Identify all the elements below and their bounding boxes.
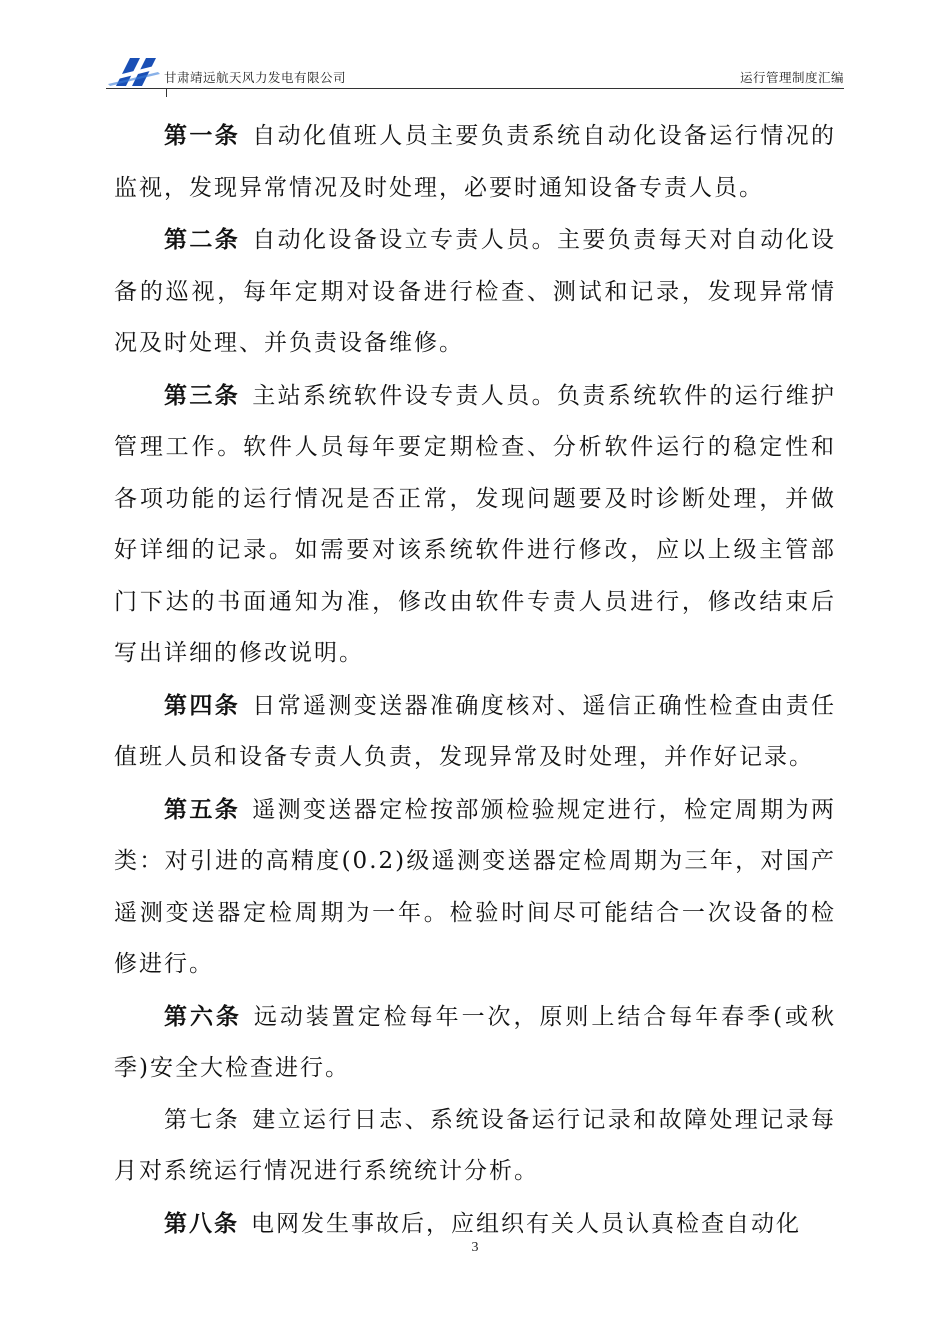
article-paragraph [114,784,836,991]
article-text: 电网发生事故后，应组织有关人员认真检查自动化 [251,1210,801,1237]
article-label: 第七条 [164,1106,241,1133]
header-rule [106,88,844,89]
document-title: 运行管理制度汇编 [739,70,844,85]
article-label: 第二条 [164,226,241,253]
article-label: 第六条 [164,1002,242,1030]
article-paragraph [114,1095,836,1198]
article-text: 自动化值班人员主要负责系统自动化设备运行情况的监视，发现异常情况及时处理，必要时通知设备专责人员。 [114,123,837,201]
article-paragraph [114,680,836,784]
document-body [114,110,836,1250]
article-text: 主站系统软件设专责人员。负责系统软件的运行维护管理工作。软件人员每年要定期检查、分析软件运行的稳定性和各项功能的运行情况是否正常，发现问题要及时诊断处理，并做好详细的记录。如需要对该系统软件进行修改，应以上级主管部门下达的书面通知为准，修改由软件专责人员进行，修改结束后写出详细的修改说明。 [114,382,837,666]
header-tick-mark [166,89,167,97]
article-label: 第一条 [164,122,241,149]
article-label: 第五条 [164,795,241,823]
page-number: 3 [471,1240,479,1255]
article-paragraph [114,214,836,370]
article-text: 建立运行日志、系统设备运行记录和故障处理记录每月对系统运行情况进行系统统计分析。 [114,1106,837,1184]
article-label: 第四条 [164,691,241,719]
article-paragraph [114,110,836,214]
article-text: 日常遥测变送器准确度核对、遥信正确性检查由责任值班人员和设备专责人负责，发现异常及时处理，并作好记录。 [114,692,837,770]
page-header [106,52,844,90]
article-text: 遥测变送器定检按部颁检验规定进行，检定周期为两类：对引进的高精度(0.2)级遥测变送器定检周期为三年，对国产遥测变送器定检周期为一年。检验时间尽可能结合一次设备的检修进行。 [114,796,837,977]
company-logo-icon [106,54,164,88]
article-paragraph [114,370,836,680]
company-name: 甘肃靖远航天风力发电有限公司 [164,70,347,85]
article-text: 自动化设备设立专责人员。主要负责每天对自动化设备的巡视，每年定期对设备进行检查、测试和记录，发现异常情况及时处理、并负责设备维修。 [114,227,837,356]
article-paragraph [114,991,836,1095]
article-label: 第三条 [164,381,241,409]
article-text: 远动装置定检每年一次，原则上结合每年春季(或秋季)安全大检查进行。 [114,1003,836,1081]
article-label: 第八条 [164,1209,239,1237]
